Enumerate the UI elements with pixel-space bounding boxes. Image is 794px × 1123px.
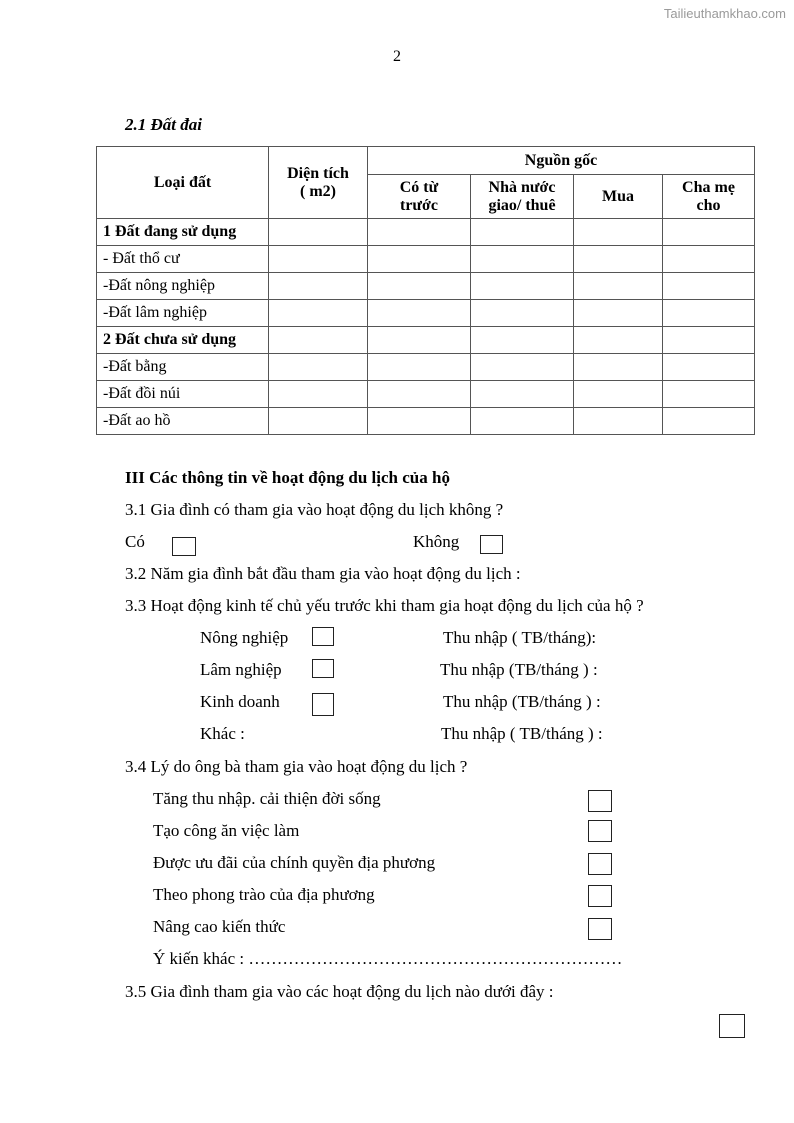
checkbox-reason-movement[interactable] [588,885,612,907]
reason-incentives-label: Được ưu đãi của chính quyền địa phương [153,853,436,872]
table-row [97,381,755,408]
table-cell[interactable] [574,246,663,273]
header-existing [368,175,471,219]
header-parents [663,175,755,219]
activity-agriculture-label: Nông nghiệp [200,628,289,647]
header-area-line2: ( m2) [300,182,336,200]
checkbox-reason-jobs[interactable] [588,820,612,842]
income-other-label: Thu nhập ( TB/tháng ) : [441,724,603,743]
table-cell[interactable] [574,219,663,246]
checkbox-reason-knowledge[interactable] [588,918,612,940]
checkbox-business[interactable] [312,693,334,716]
row-label: -Đất nông nghiệp [97,273,269,300]
table-cell[interactable] [663,246,755,273]
row-label: -Đất lâm nghiệp [97,300,269,327]
table-row [97,327,755,354]
table-cell[interactable] [471,246,574,273]
answer-no-label: Không [413,532,460,551]
watermark: Tailieuthamkhao.com [663,6,786,21]
table-cell[interactable] [574,408,663,435]
table-cell[interactable] [269,408,368,435]
header-origin: Nguồn gốc [368,147,755,175]
activity-forestry-label: Lâm nghiệp [200,660,282,679]
income-agriculture-label: Thu nhập ( TB/tháng): [443,628,597,647]
header-state-line2: giao/ thuê [488,196,556,214]
table-cell[interactable] [471,273,574,300]
table-cell[interactable] [574,327,663,354]
table-row [97,219,755,246]
question-3-3: 3.3 Hoạt động kinh tế chủ yếu trước khi tham gia hoạt động du lịch của hộ ? [125,596,644,615]
table-cell[interactable] [663,219,755,246]
table-cell[interactable] [663,354,755,381]
question-3-2: 3.2 Năm gia đình bắt đầu tham gia vào hoạt động du lịch : [125,564,521,583]
header-existing-line1: Có từ [399,178,439,196]
table-cell[interactable] [663,408,755,435]
row-label: 1 Đất đang sử dụng [97,219,269,246]
table-cell[interactable] [663,381,755,408]
activity-other-label: Khác : [200,724,245,743]
checkbox-yes[interactable] [172,537,196,556]
section3-title: III Các thông tin về hoạt động du lịch của hộ [125,468,450,487]
table-cell[interactable] [269,246,368,273]
header-state [471,175,574,219]
table-cell[interactable] [663,300,755,327]
header-existing-line2: trước [400,196,438,214]
checkbox-reason-income[interactable] [588,790,612,812]
table-cell[interactable] [269,300,368,327]
table-cell[interactable] [269,381,368,408]
table-row [97,354,755,381]
row-label: 2 Đất chưa sử dụng [97,327,269,354]
row-label: -Đất ao hồ [97,408,269,435]
page-number: 2 [393,48,401,65]
table-row [97,300,755,327]
header-parents-line1: Cha mẹ [682,178,735,196]
table-row [97,273,755,300]
activity-business-label: Kinh doanh [200,692,280,711]
table-cell[interactable] [663,273,755,300]
table-cell[interactable] [471,381,574,408]
reason-income-label: Tăng thu nhập. cải thiện đời sống [153,789,381,808]
checkbox-agriculture[interactable] [312,627,334,646]
table-cell[interactable] [574,273,663,300]
row-label: -Đất đồi núi [97,381,269,408]
table-cell[interactable] [471,354,574,381]
header-state-line1: Nhà nước [488,178,556,196]
table-cell[interactable] [368,327,471,354]
table-cell[interactable] [368,300,471,327]
income-forestry-label: Thu nhập (TB/tháng ) : [440,660,598,679]
section-title-land: 2.1 Đất đai [125,115,202,134]
checkbox-forestry[interactable] [312,659,334,678]
table-cell[interactable] [368,354,471,381]
table-cell[interactable] [471,408,574,435]
table-cell[interactable] [368,408,471,435]
reason-jobs-label: Tạo công ăn việc làm [153,821,300,840]
checkbox-activity[interactable] [719,1014,745,1038]
row-label: -Đất bằng [97,354,269,381]
question-3-1: 3.1 Gia đình có tham gia vào hoạt động du lịch không ? [125,500,504,519]
table-cell[interactable] [471,300,574,327]
header-land-type: Loại đất [97,147,269,219]
table-cell[interactable] [368,219,471,246]
header-parents-line2: cho [696,196,721,214]
header-bought: Mua [574,175,663,219]
table-row [97,408,755,435]
land-table [96,146,755,435]
answer-yes-label: Có [125,532,145,551]
header-area-line1: Diện tích [287,164,349,182]
question-3-5: 3.5 Gia đình tham gia vào các hoạt động du lịch nào dưới đây : [125,982,554,1001]
reason-knowledge-label: Nâng cao kiến thức [153,917,286,936]
other-opinion-field[interactable]: Ý kiến khác : ………………………………………………………… [153,949,623,968]
table-row [97,246,755,273]
table-cell[interactable] [269,273,368,300]
row-label: - Đất thổ cư [97,246,269,273]
question-3-4: 3.4 Lý do ông bà tham gia vào hoạt động du lịch ? [125,757,468,776]
table-cell[interactable] [574,300,663,327]
table-cell[interactable] [471,219,574,246]
table-cell[interactable] [269,219,368,246]
income-business-label: Thu nhập (TB/tháng ) : [443,692,601,711]
checkbox-no[interactable] [480,535,503,554]
table-cell[interactable] [368,246,471,273]
reason-movement-label: Theo phong trào của địa phương [153,885,375,904]
table-cell[interactable] [574,354,663,381]
table-cell[interactable] [663,327,755,354]
table-cell[interactable] [368,381,471,408]
header-area [269,147,368,219]
table-cell[interactable] [574,381,663,408]
table-cell[interactable] [269,327,368,354]
table-cell[interactable] [471,327,574,354]
table-cell[interactable] [368,273,471,300]
table-cell[interactable] [269,354,368,381]
checkbox-reason-incentives[interactable] [588,853,612,875]
